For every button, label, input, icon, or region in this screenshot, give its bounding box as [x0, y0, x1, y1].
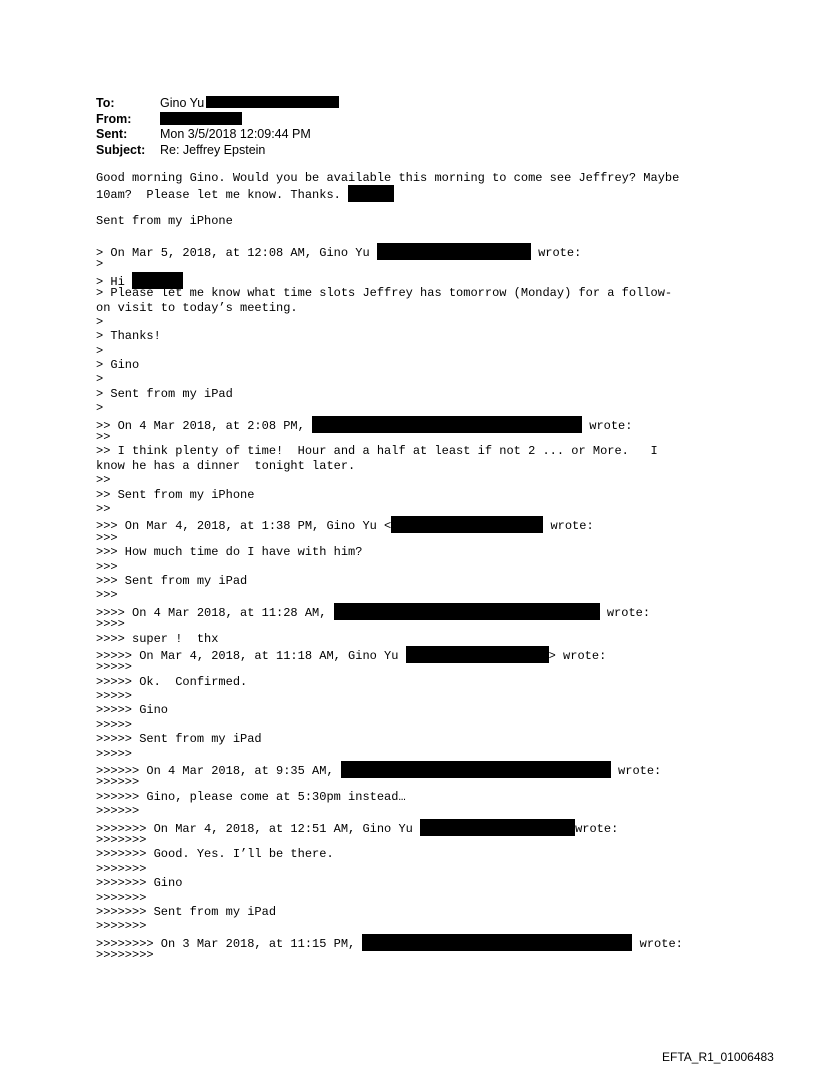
body-line: >>> On Mar 4, 2018, at 1:38 PM, Gino Yu < wrote:: [96, 516, 736, 530]
body-line: >>>>>>>: [96, 919, 147, 934]
body-line: on visit to today’s meeting.: [96, 300, 298, 315]
body-line: > Sent from my iPad: [96, 386, 233, 401]
body-line: >>: [96, 473, 111, 488]
body-line: >>>>>>>>: [96, 948, 154, 963]
body-line: > Thanks!: [96, 329, 161, 344]
body-line: >>>>>: [96, 660, 133, 675]
from-value: [160, 112, 242, 128]
body-line: >> Sent from my iPhone: [96, 487, 255, 502]
body-line: >>: [96, 501, 111, 516]
body-line: >>: [96, 430, 111, 445]
body-line: >>>>>>>> On 3 Mar 2018, at 11:15 PM, wrote:: [96, 934, 736, 948]
body-line: >>>: [96, 530, 118, 545]
redaction-box: [206, 96, 339, 108]
from-label: From:: [96, 111, 132, 126]
body-line: >>>>> On Mar 4, 2018, at 11:18 AM, Gino Yu > wrote:: [96, 646, 736, 660]
body-line: >>>> On 4 Mar 2018, at 11:28 AM, wrote:: [96, 603, 736, 617]
document-id: EFTA_R1_01006483: [662, 1050, 774, 1064]
body-line: >>>>>: [96, 746, 133, 761]
body-line: know he has a dinner tonight later.: [96, 458, 356, 473]
body-line: >>>>: [96, 617, 125, 632]
body-line: >>>> super ! thx: [96, 631, 219, 646]
body-line: [96, 200, 736, 214]
body-line: Sent from my iPhone: [96, 214, 233, 229]
body-line: >>>>>>>: [96, 890, 147, 905]
body-line: >>>>>> On 4 Mar 2018, at 9:35 AM, wrote:: [96, 761, 736, 775]
body-line: >: [96, 343, 104, 358]
redaction-box: [160, 112, 242, 125]
body-line: >>>>>: [96, 689, 133, 704]
body-line: Good morning Gino. Would you be available this morning to come see Jeffrey? Maybe: [96, 171, 680, 185]
body-line: >>>>> Ok. Confirmed.: [96, 674, 248, 689]
body-line: >> On 4 Mar 2018, at 2:08 PM, wrote:: [96, 416, 736, 430]
to-label: To:: [96, 96, 115, 110]
body-line: > Please let me know what time slots Jeffrey has tomorrow (Monday) for a follow-: [96, 286, 673, 301]
body-line: >>>>>>> Sent from my iPad: [96, 904, 277, 919]
body-line: >>>>>>> Good. Yes. I’ll be there.: [96, 847, 334, 862]
body-line: > Hi: [96, 272, 736, 286]
body-line: >>> How much time do I have with him?: [96, 545, 363, 560]
email-header: [96, 96, 339, 158]
sent-value: Mon 3/5/2018 12:09:44 PM: [160, 127, 311, 141]
body-line: >> I think plenty of time! Hour and a half at least if not 2 ... or More. I: [96, 444, 658, 459]
to-row: [96, 96, 339, 112]
body-line: 10am? Please let me know. Thanks.: [96, 185, 736, 199]
body-line: >>>>>: [96, 717, 133, 732]
body-line: >>>>>>> Gino: [96, 876, 183, 891]
body-line: > On Mar 5, 2018, at 12:08 AM, Gino Yu wrote:: [96, 243, 736, 257]
body-line: >>>: [96, 588, 118, 603]
body-line: >>>>> Gino: [96, 703, 169, 718]
body-line: >>>>>>>: [96, 861, 147, 876]
body-line: >>>: [96, 559, 118, 574]
subject-value: Re: Jeffrey Epstein: [160, 142, 266, 157]
to-value: Gino Yu: [160, 96, 339, 112]
body-line: >>> Sent from my iPad: [96, 573, 248, 588]
sent-label: Sent:: [96, 127, 128, 141]
body-line: > Gino: [96, 358, 140, 373]
body-line: >>>>>>> On Mar 4, 2018, at 12:51 AM, Gino Yu wrote:: [96, 819, 736, 833]
body-line: >>>>>>>: [96, 832, 147, 847]
subject-label: Subject:: [96, 142, 146, 157]
body-line: >: [96, 314, 104, 329]
email-body: [96, 171, 736, 962]
body-line: >: [96, 372, 104, 387]
body-line: >>>>>>: [96, 775, 140, 790]
body-line: [96, 229, 736, 243]
body-line: >>>>>>: [96, 804, 140, 819]
body-line: >: [96, 257, 104, 272]
from-row: [96, 112, 339, 128]
body-line: >: [96, 401, 104, 416]
sent-row: [96, 127, 339, 143]
body-line: >>>>>> Gino, please come at 5:30pm instead…: [96, 789, 406, 804]
body-line: >>>>> Sent from my iPad: [96, 732, 262, 747]
subject-row: [96, 143, 339, 159]
